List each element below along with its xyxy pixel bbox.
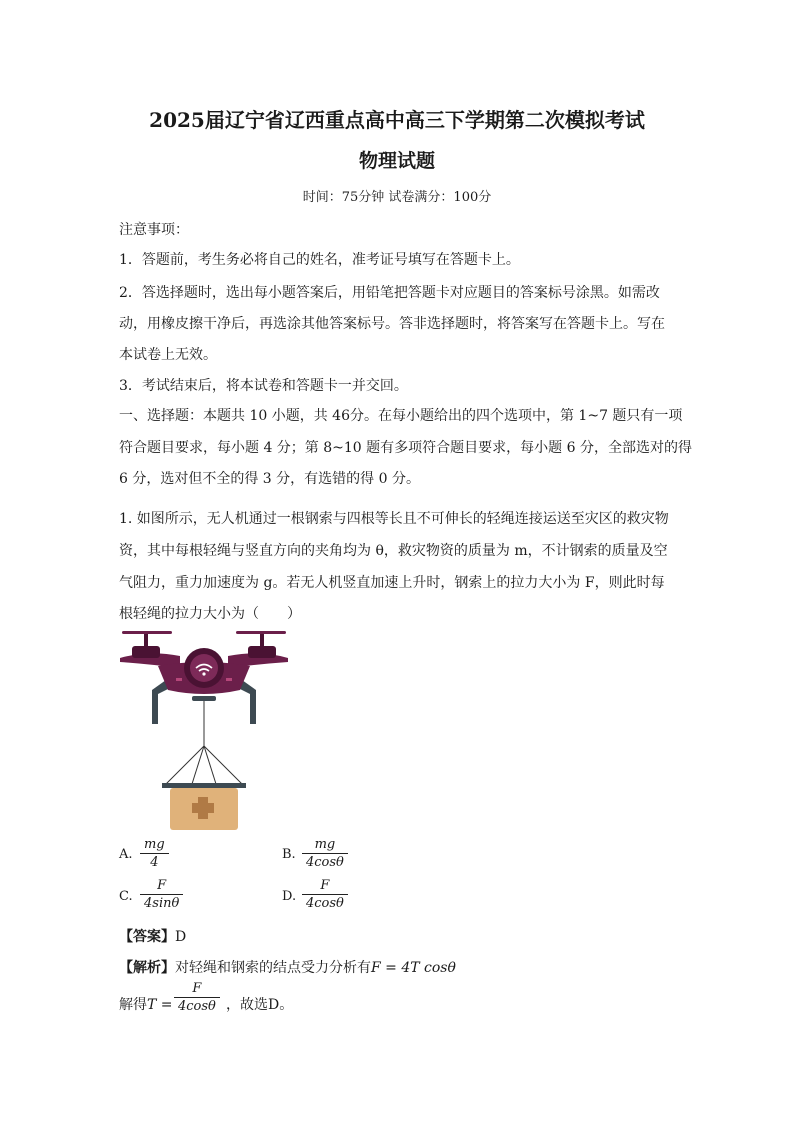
- exam-title: 2025届辽宁省辽西重点高中高三下学期第二次模拟考试: [149, 108, 645, 132]
- answer-value: D: [175, 929, 187, 945]
- exam-meta: 时间：75分钟 试卷满分：100分: [302, 190, 492, 205]
- option-c-fraction: [140, 878, 183, 911]
- question1-line-2: 资，其中每根轻绳与竖直方向的夹角均为 θ，救灾物资的质量为 m，不计钢索的质量及空: [119, 543, 668, 559]
- notes-item-2-line-1: 2．答选择题时，选出每小题答案后，用铅笔把答题卡对应题目的答案标号涂黑。如需改: [119, 285, 660, 301]
- option-a-fraction: [140, 837, 169, 870]
- option-d-numerator: F: [302, 878, 348, 895]
- solve-fraction: [174, 981, 220, 1014]
- analysis-text: 对轻绳和钢索的结点受力分析有: [175, 960, 371, 976]
- analysis-line: [119, 957, 456, 977]
- option-b-fraction: [302, 837, 348, 870]
- solve-suffix: ，故选D。: [226, 997, 294, 1013]
- drone-illustration: [118, 628, 290, 834]
- option-a-numerator: mg: [140, 837, 169, 854]
- option-b-denominator: 4cosθ: [306, 855, 344, 870]
- analysis-tag: 【解析】: [119, 960, 175, 976]
- option-c-numerator: F: [140, 878, 183, 895]
- option-a-label: A.: [119, 847, 133, 862]
- section1-line-1: 一、选择题：本题共 10 小题，共 46分。在每小题给出的四个选项中，第 1~7 题只有一项: [119, 408, 683, 424]
- question1-line-1: 1. 如图所示，无人机通过一根钢索与四根等长且不可伸长的轻绳连接运送至灾区的救灾物: [119, 511, 669, 527]
- answer-line: [119, 926, 186, 946]
- relief-box-icon: [170, 788, 238, 830]
- question1-line-4: 根轻绳的拉力大小为（ ）: [119, 606, 301, 622]
- solve-prefix-text: 解得: [119, 997, 147, 1013]
- question1-line-3: 气阻力，重力加速度为 g。若无人机竖直加速上升时，钢索上的拉力大小为 F，则此时每: [119, 575, 665, 591]
- notes-item-3: 3．考试结束后，将本试卷和答题卡一并交回。: [119, 378, 408, 394]
- option-d-fraction: [302, 878, 348, 911]
- option-d-label: D.: [282, 889, 297, 904]
- exam-subtitle: 物理试题: [358, 150, 435, 172]
- option-b-label: B.: [282, 847, 296, 862]
- option-a-denominator: 4: [150, 855, 159, 870]
- option-c-denominator: 4sinθ: [144, 896, 180, 911]
- solve-lhs: T =: [147, 997, 173, 1013]
- solve-denominator: 4cosθ: [178, 999, 216, 1014]
- rotor-right-icon: [236, 631, 286, 646]
- rotor-left-icon: [122, 631, 172, 646]
- notes-item-2-line-2: 动，用橡皮擦干净后，再选涂其他答案标号。答非选择题时，将答案写在答题卡上。写在: [119, 316, 665, 332]
- notes-item-1: 1．答题前，考生务必将自己的姓名，准考证号填写在答题卡上。: [119, 252, 520, 268]
- notes-heading: 注意事项：: [119, 222, 189, 238]
- solve-prefix: [119, 994, 173, 1014]
- notes-item-2-line-3: 本试卷上无效。: [119, 347, 217, 363]
- analysis-equation: F = 4T cosθ: [371, 960, 456, 976]
- option-d-denominator: 4cosθ: [306, 896, 344, 911]
- option-c-label: C.: [119, 889, 133, 904]
- option-b-numerator: mg: [302, 837, 348, 854]
- answer-tag: 【答案】: [119, 929, 175, 945]
- section1-line-2: 符合题目要求，每小题 4 分；第 8~10 题有多项符合题目要求，每小题 6 分，全部选对的得: [119, 440, 692, 456]
- section1-line-3: 6 分，选对但不全的得 3 分，有选错的得 0 分。: [119, 471, 420, 487]
- solve-numerator: F: [174, 981, 220, 998]
